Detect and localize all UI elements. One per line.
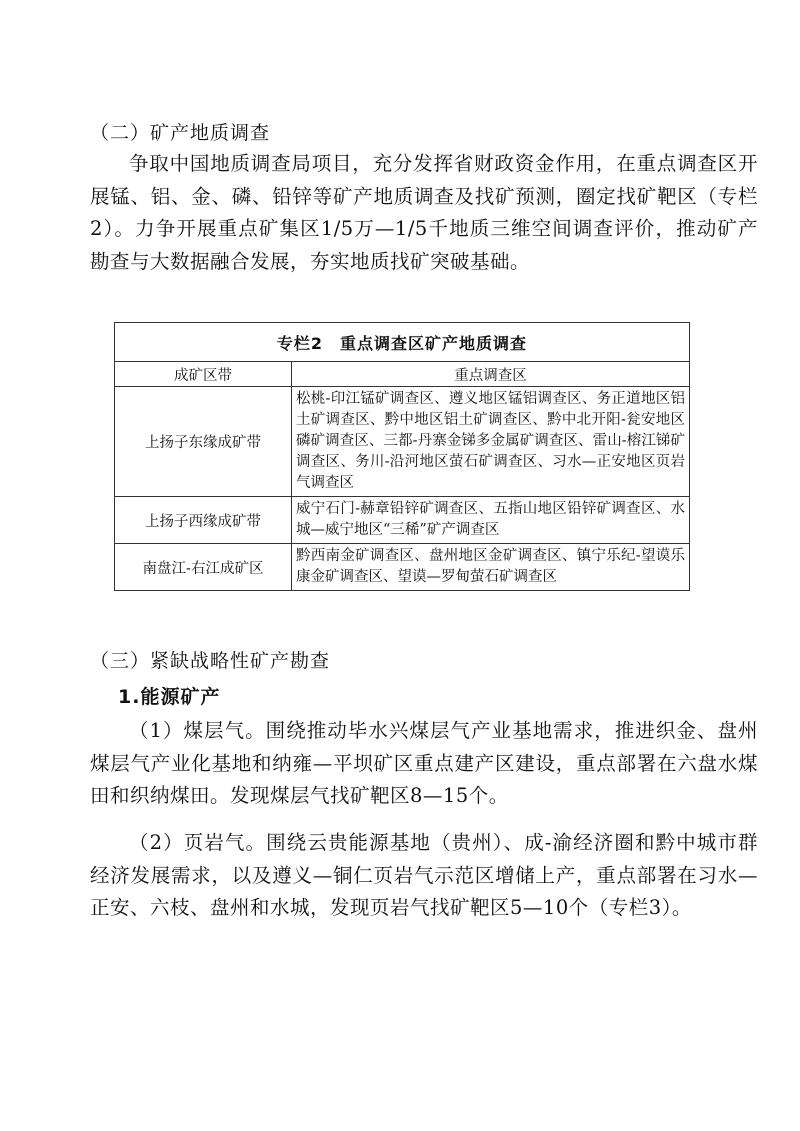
box-title: 专栏2 重点调查区矿产地质调查 (115, 323, 690, 362)
paragraph-shale-gas: （2）页岩气。围绕云贵能源基地（贵州）、成-渝经济圈和黔中城市群经济发展需求，以及遵义—铜仁页岩气示范区增储上产，重点部署在习水—正安、六枝、盘州和水城，发现页岩气找矿靶区5—10个（专栏3）。 (90, 831, 758, 919)
table-row (115, 497, 690, 544)
areas-cell: 黔西南金矿调查区、盘州地区金矿调查区、镇宁乐纪-望谟乐康金矿调查区、望谟—罗甸萤石矿调查区 (292, 544, 690, 591)
section-heading-geological-survey: （二）矿产地质调查 (90, 122, 271, 144)
table-row (115, 387, 690, 497)
subsection-heading-energy: 1.能源矿产 (118, 686, 221, 708)
belt-cell: 上扬子西缘成矿带 (115, 497, 292, 544)
column-header-areas: 重点调查区 (292, 362, 690, 387)
section-heading-strategic-minerals: （三）紧缺战略性矿产勘查 (90, 650, 331, 672)
paragraph-geological-survey: 争取中国地质调查局项目，充分发挥省财政资金作用，在重点调查区开展锰、铝、金、磷、铅锌等矿产地质调查及找矿预测，圈定找矿靶区（专栏2）。力争开展重点矿集区1/5万—1/5千地质三维空间调查评价，推动矿产勘查与大数据融合发展，夯实地质找矿突破基础。 (90, 152, 758, 273)
belt-cell: 上扬子东缘成矿带 (115, 387, 292, 497)
paragraph-coalbed-methane: （1）煤层气。围绕推动毕水兴煤层气产业基地需求，推进织金、盘州煤层气产业化基地和纳雍—平坝矿区重点建产区建设，重点部署在六盘水煤田和织纳煤田。发现煤层气找矿靶区8—15个。 (90, 719, 758, 807)
areas-cell: 威宁石门-赫章铅锌矿调查区、五指山地区铅锌矿调查区、水城—威宁地区“三稀”矿产调查区 (292, 497, 690, 544)
column-box-table (114, 322, 690, 591)
areas-cell: 松桃-印江锰矿调查区、遵义地区锰铝调查区、务正道地区铝土矿调查区、黔中地区铝土矿调查区、黔中北开阳-瓮安地区磷矿调查区、三都-丹寨金锑多金属矿调查区、雷山-榕江锑矿调查区、务川-沿河地区萤石矿调查区、习水—正安地区页岩气调查区 (292, 387, 690, 497)
column-header-belt: 成矿区带 (115, 362, 292, 387)
belt-cell: 南盘江-右江成矿区 (115, 544, 292, 591)
table-row (115, 544, 690, 591)
